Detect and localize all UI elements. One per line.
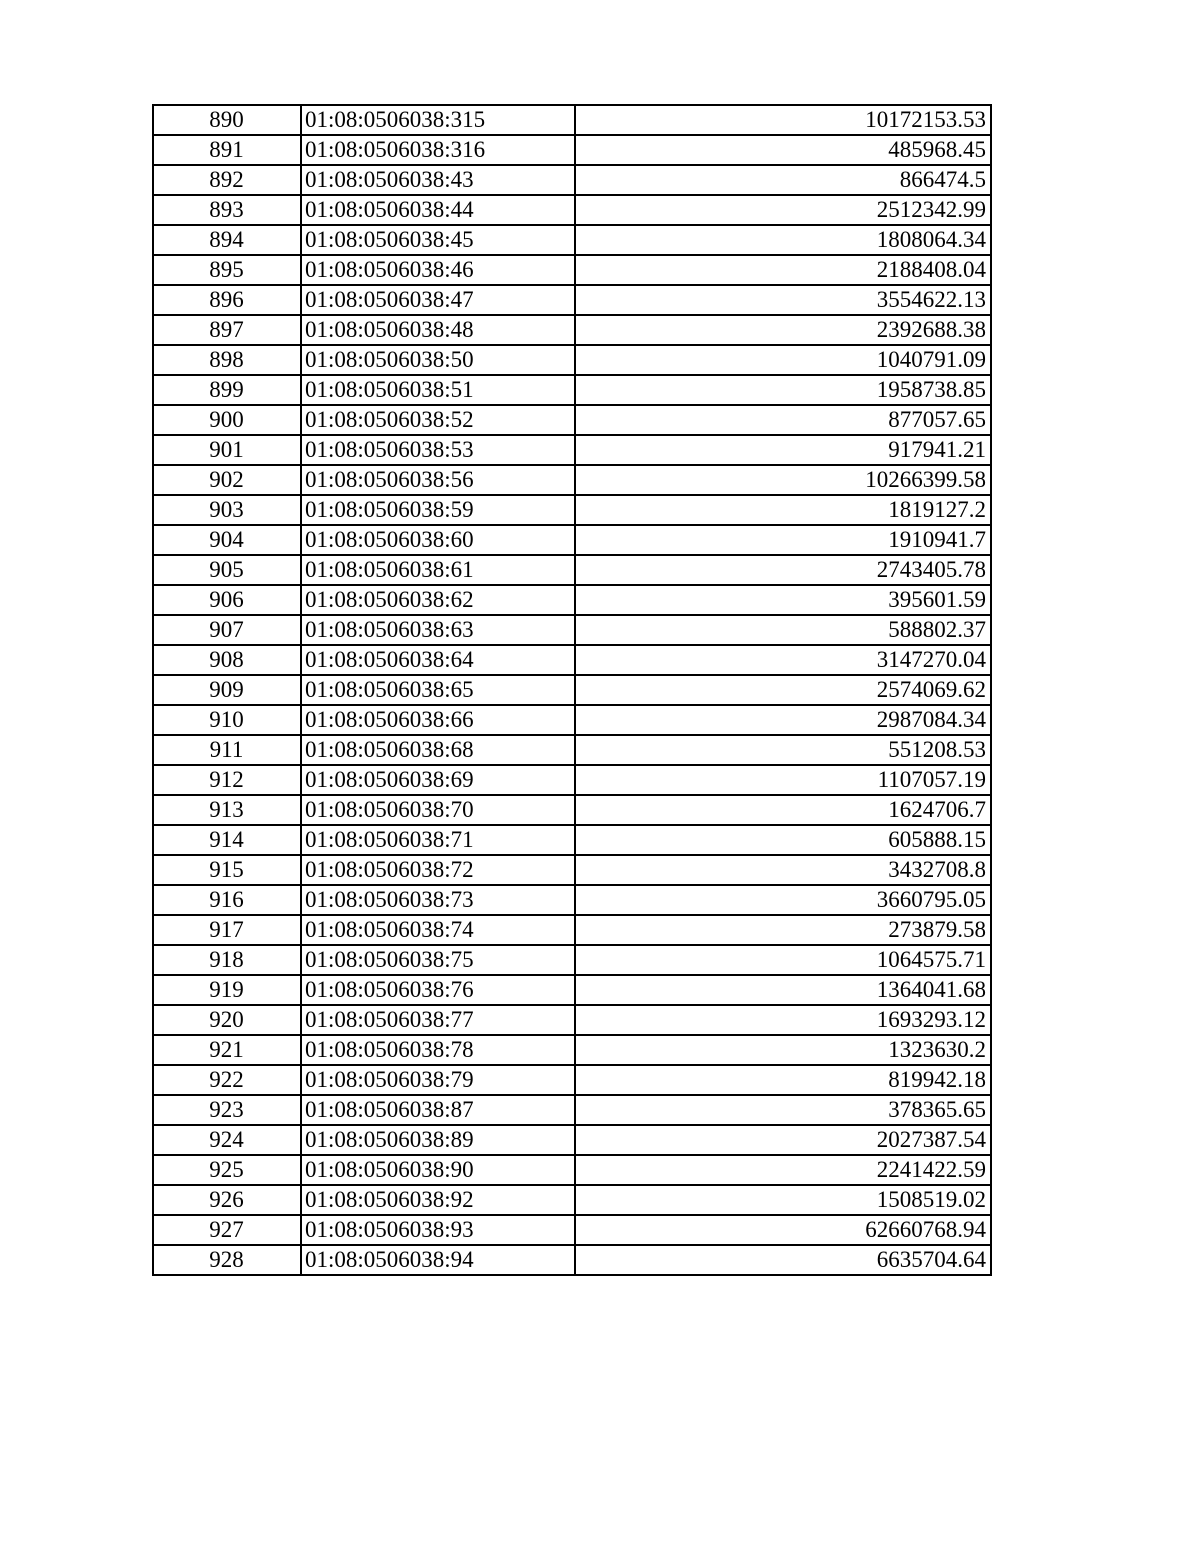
table-row bbox=[153, 915, 991, 945]
value-cell: 1624706.7 bbox=[575, 795, 991, 825]
cadastral-number-cell: 01:08:0506038:79 bbox=[301, 1065, 575, 1095]
value-cell: 819942.18 bbox=[575, 1065, 991, 1095]
value-cell: 1064575.71 bbox=[575, 945, 991, 975]
value-cell: 2512342.99 bbox=[575, 195, 991, 225]
value-cell: 877057.65 bbox=[575, 405, 991, 435]
row-number-cell: 896 bbox=[153, 285, 301, 315]
row-number-cell: 927 bbox=[153, 1215, 301, 1245]
table-row bbox=[153, 525, 991, 555]
value-cell: 1819127.2 bbox=[575, 495, 991, 525]
value-cell: 273879.58 bbox=[575, 915, 991, 945]
row-number-cell: 904 bbox=[153, 525, 301, 555]
table-row bbox=[153, 735, 991, 765]
row-number-cell: 921 bbox=[153, 1035, 301, 1065]
table-row bbox=[153, 105, 991, 135]
cadastral-number-cell: 01:08:0506038:92 bbox=[301, 1185, 575, 1215]
table-row bbox=[153, 195, 991, 225]
cadastral-number-cell: 01:08:0506038:70 bbox=[301, 795, 575, 825]
cadastral-value-table bbox=[152, 104, 992, 1276]
table-row bbox=[153, 555, 991, 585]
value-cell: 1958738.85 bbox=[575, 375, 991, 405]
value-cell: 2027387.54 bbox=[575, 1125, 991, 1155]
row-number-cell: 912 bbox=[153, 765, 301, 795]
cadastral-number-cell: 01:08:0506038:62 bbox=[301, 585, 575, 615]
cadastral-number-cell: 01:08:0506038:44 bbox=[301, 195, 575, 225]
table-row bbox=[153, 165, 991, 195]
value-cell: 2987084.34 bbox=[575, 705, 991, 735]
cadastral-number-cell: 01:08:0506038:77 bbox=[301, 1005, 575, 1035]
table-row bbox=[153, 285, 991, 315]
cadastral-number-cell: 01:08:0506038:73 bbox=[301, 885, 575, 915]
value-cell: 2574069.62 bbox=[575, 675, 991, 705]
cadastral-number-cell: 01:08:0506038:76 bbox=[301, 975, 575, 1005]
table-row bbox=[153, 855, 991, 885]
table-row bbox=[153, 975, 991, 1005]
cadastral-number-cell: 01:08:0506038:61 bbox=[301, 555, 575, 585]
value-cell: 2188408.04 bbox=[575, 255, 991, 285]
table-row bbox=[153, 435, 991, 465]
table-body bbox=[153, 105, 991, 1275]
cadastral-number-cell: 01:08:0506038:56 bbox=[301, 465, 575, 495]
row-number-cell: 920 bbox=[153, 1005, 301, 1035]
cadastral-number-cell: 01:08:0506038:60 bbox=[301, 525, 575, 555]
table-row bbox=[153, 795, 991, 825]
row-number-cell: 901 bbox=[153, 435, 301, 465]
cadastral-number-cell: 01:08:0506038:66 bbox=[301, 705, 575, 735]
value-cell: 3432708.8 bbox=[575, 855, 991, 885]
cadastral-number-cell: 01:08:0506038:315 bbox=[301, 105, 575, 135]
cadastral-number-cell: 01:08:0506038:51 bbox=[301, 375, 575, 405]
row-number-cell: 893 bbox=[153, 195, 301, 225]
table-row bbox=[153, 255, 991, 285]
cadastral-number-cell: 01:08:0506038:90 bbox=[301, 1155, 575, 1185]
cadastral-number-cell: 01:08:0506038:74 bbox=[301, 915, 575, 945]
value-cell: 485968.45 bbox=[575, 135, 991, 165]
row-number-cell: 906 bbox=[153, 585, 301, 615]
value-cell: 1508519.02 bbox=[575, 1185, 991, 1215]
table-row bbox=[153, 825, 991, 855]
row-number-cell: 914 bbox=[153, 825, 301, 855]
row-number-cell: 924 bbox=[153, 1125, 301, 1155]
table-row bbox=[153, 945, 991, 975]
row-number-cell: 910 bbox=[153, 705, 301, 735]
value-cell: 10266399.58 bbox=[575, 465, 991, 495]
row-number-cell: 894 bbox=[153, 225, 301, 255]
value-cell: 2743405.78 bbox=[575, 555, 991, 585]
cadastral-number-cell: 01:08:0506038:65 bbox=[301, 675, 575, 705]
cadastral-number-cell: 01:08:0506038:45 bbox=[301, 225, 575, 255]
cadastral-number-cell: 01:08:0506038:78 bbox=[301, 1035, 575, 1065]
cadastral-number-cell: 01:08:0506038:316 bbox=[301, 135, 575, 165]
row-number-cell: 926 bbox=[153, 1185, 301, 1215]
table-row bbox=[153, 225, 991, 255]
cadastral-number-cell: 01:08:0506038:50 bbox=[301, 345, 575, 375]
table-row bbox=[153, 465, 991, 495]
value-cell: 1323630.2 bbox=[575, 1035, 991, 1065]
cadastral-number-cell: 01:08:0506038:72 bbox=[301, 855, 575, 885]
row-number-cell: 915 bbox=[153, 855, 301, 885]
value-cell: 3147270.04 bbox=[575, 645, 991, 675]
table-row bbox=[153, 705, 991, 735]
table-row bbox=[153, 585, 991, 615]
cadastral-number-cell: 01:08:0506038:93 bbox=[301, 1215, 575, 1245]
row-number-cell: 902 bbox=[153, 465, 301, 495]
row-number-cell: 903 bbox=[153, 495, 301, 525]
row-number-cell: 905 bbox=[153, 555, 301, 585]
cadastral-number-cell: 01:08:0506038:47 bbox=[301, 285, 575, 315]
cadastral-number-cell: 01:08:0506038:94 bbox=[301, 1245, 575, 1275]
row-number-cell: 900 bbox=[153, 405, 301, 435]
row-number-cell: 908 bbox=[153, 645, 301, 675]
table-row bbox=[153, 1065, 991, 1095]
cadastral-number-cell: 01:08:0506038:52 bbox=[301, 405, 575, 435]
cadastral-number-cell: 01:08:0506038:63 bbox=[301, 615, 575, 645]
value-cell: 605888.15 bbox=[575, 825, 991, 855]
table-row bbox=[153, 1095, 991, 1125]
value-cell: 1693293.12 bbox=[575, 1005, 991, 1035]
table-row bbox=[153, 1035, 991, 1065]
row-number-cell: 898 bbox=[153, 345, 301, 375]
table-row bbox=[153, 495, 991, 525]
row-number-cell: 917 bbox=[153, 915, 301, 945]
row-number-cell: 925 bbox=[153, 1155, 301, 1185]
table-row bbox=[153, 615, 991, 645]
cadastral-number-cell: 01:08:0506038:68 bbox=[301, 735, 575, 765]
row-number-cell: 891 bbox=[153, 135, 301, 165]
table-row bbox=[153, 675, 991, 705]
value-cell: 2241422.59 bbox=[575, 1155, 991, 1185]
table-row bbox=[153, 1125, 991, 1155]
cadastral-number-cell: 01:08:0506038:48 bbox=[301, 315, 575, 345]
value-cell: 395601.59 bbox=[575, 585, 991, 615]
row-number-cell: 897 bbox=[153, 315, 301, 345]
cadastral-number-cell: 01:08:0506038:46 bbox=[301, 255, 575, 285]
row-number-cell: 928 bbox=[153, 1245, 301, 1275]
value-cell: 1364041.68 bbox=[575, 975, 991, 1005]
row-number-cell: 916 bbox=[153, 885, 301, 915]
row-number-cell: 918 bbox=[153, 945, 301, 975]
row-number-cell: 899 bbox=[153, 375, 301, 405]
table-row bbox=[153, 315, 991, 345]
cadastral-number-cell: 01:08:0506038:75 bbox=[301, 945, 575, 975]
cadastral-number-cell: 01:08:0506038:43 bbox=[301, 165, 575, 195]
table-row bbox=[153, 375, 991, 405]
value-cell: 551208.53 bbox=[575, 735, 991, 765]
cadastral-number-cell: 01:08:0506038:64 bbox=[301, 645, 575, 675]
table-row bbox=[153, 885, 991, 915]
cadastral-number-cell: 01:08:0506038:89 bbox=[301, 1125, 575, 1155]
row-number-cell: 911 bbox=[153, 735, 301, 765]
value-cell: 62660768.94 bbox=[575, 1215, 991, 1245]
row-number-cell: 892 bbox=[153, 165, 301, 195]
cadastral-number-cell: 01:08:0506038:71 bbox=[301, 825, 575, 855]
value-cell: 1107057.19 bbox=[575, 765, 991, 795]
row-number-cell: 909 bbox=[153, 675, 301, 705]
value-cell: 3554622.13 bbox=[575, 285, 991, 315]
value-cell: 866474.5 bbox=[575, 165, 991, 195]
cadastral-number-cell: 01:08:0506038:59 bbox=[301, 495, 575, 525]
cadastral-number-cell: 01:08:0506038:69 bbox=[301, 765, 575, 795]
row-number-cell: 907 bbox=[153, 615, 301, 645]
cadastral-number-cell: 01:08:0506038:53 bbox=[301, 435, 575, 465]
table-row bbox=[153, 765, 991, 795]
row-number-cell: 913 bbox=[153, 795, 301, 825]
value-cell: 6635704.64 bbox=[575, 1245, 991, 1275]
table-row bbox=[153, 645, 991, 675]
cadastral-number-cell: 01:08:0506038:87 bbox=[301, 1095, 575, 1125]
value-cell: 1910941.7 bbox=[575, 525, 991, 555]
row-number-cell: 923 bbox=[153, 1095, 301, 1125]
value-cell: 917941.21 bbox=[575, 435, 991, 465]
row-number-cell: 895 bbox=[153, 255, 301, 285]
row-number-cell: 919 bbox=[153, 975, 301, 1005]
table-row bbox=[153, 405, 991, 435]
value-cell: 378365.65 bbox=[575, 1095, 991, 1125]
table-row bbox=[153, 1005, 991, 1035]
table-row bbox=[153, 1155, 991, 1185]
table-row bbox=[153, 135, 991, 165]
value-cell: 10172153.53 bbox=[575, 105, 991, 135]
table-row bbox=[153, 345, 991, 375]
value-cell: 3660795.05 bbox=[575, 885, 991, 915]
table-row bbox=[153, 1245, 991, 1275]
table-row bbox=[153, 1215, 991, 1245]
value-cell: 1040791.09 bbox=[575, 345, 991, 375]
value-cell: 1808064.34 bbox=[575, 225, 991, 255]
table-row bbox=[153, 1185, 991, 1215]
row-number-cell: 890 bbox=[153, 105, 301, 135]
value-cell: 588802.37 bbox=[575, 615, 991, 645]
value-cell: 2392688.38 bbox=[575, 315, 991, 345]
row-number-cell: 922 bbox=[153, 1065, 301, 1095]
